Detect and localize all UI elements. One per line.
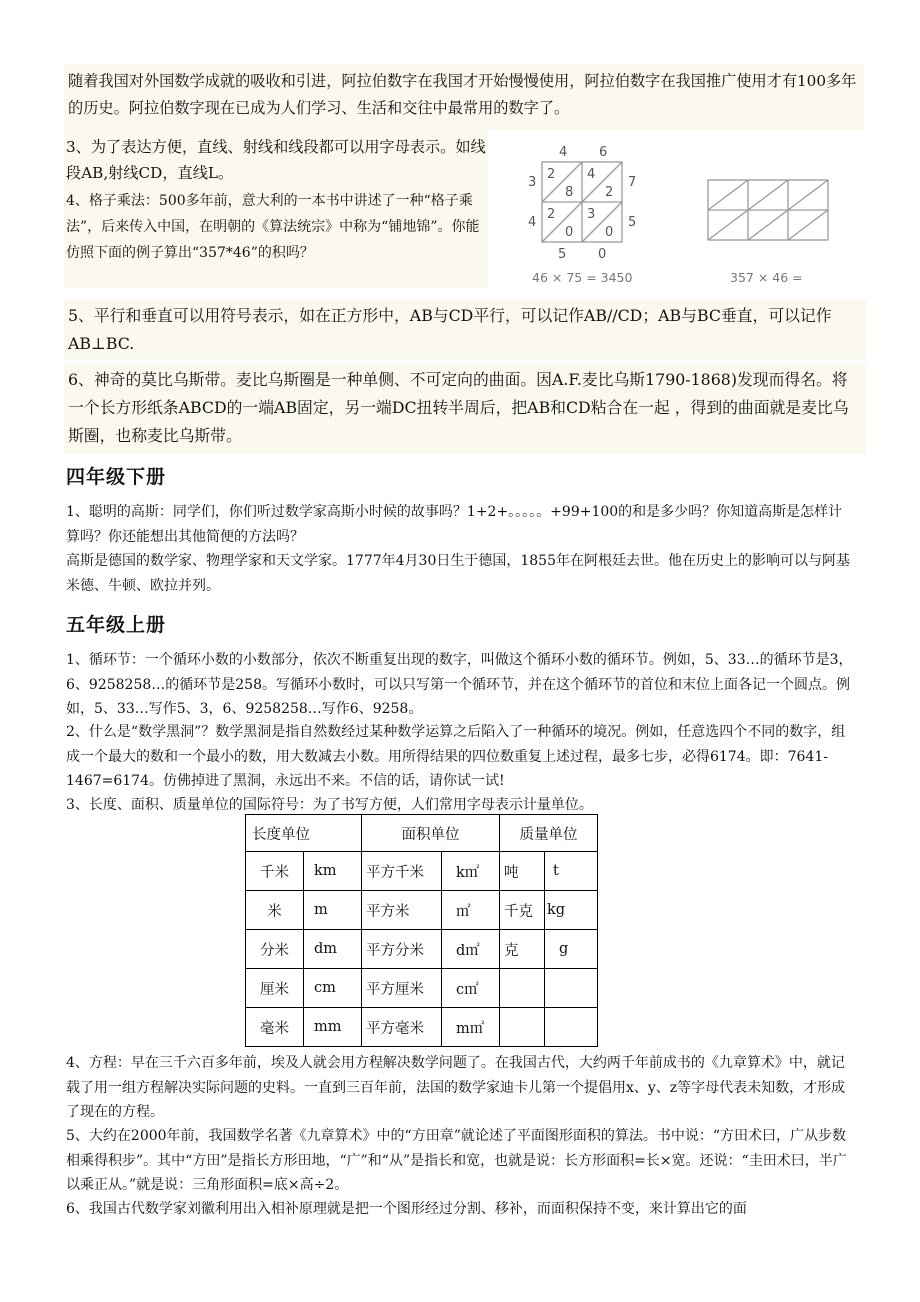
- area-unit-symbol: k㎡: [442, 852, 500, 891]
- table-row: [246, 852, 598, 891]
- table-row: [246, 891, 598, 930]
- item-3-letters-notation: 3、为了表达方便，直线、射线和线段都可以用字母表示。如线段AB,射线CD，直线L。: [66, 138, 486, 182]
- mass-unit-symbol: [545, 1008, 598, 1047]
- section-heading-grade4-vol2: 四年级下册: [66, 466, 167, 488]
- item-6-mobius-strip: 6、神奇的莫比乌斯带。麦比乌斯圈是一种单侧、不可定向的曲面。因A.F.麦比乌斯1790-1868)发现而得名。将一个长方形纸条ABCD的一端AB固定，另一端DC扭转半周后，把AB和CD粘合在一起 ，得到的曲面就是麦比乌斯圈，也称麦比乌斯带。: [64, 364, 866, 454]
- exercise-lattice-grid: [708, 180, 828, 240]
- mass-unit-name: 克: [500, 930, 545, 969]
- lattice-multiplication-figure: [520, 140, 856, 290]
- example-bottom-digit: 5: [558, 247, 567, 262]
- units-table-header-row: [246, 815, 598, 852]
- area-formula-history-item: 5、大约在2000年前，我国数学名著《九章算术》中的“方田章”就论述了平面图形面积的算法。书中说：“方田术曰，广从步数相乘得积步”。其中“方田”是指长方形田地，“广”和“从”是指长和宽，也就是说：长方形面积=长×宽。还说：“圭田术曰，半广以乘正从。”就是说：三角形面积=底×高÷2。: [66, 1128, 847, 1193]
- mass-unit-symbol: g: [545, 930, 598, 969]
- mass-unit-symbol: [545, 969, 598, 1008]
- length-unit-symbol: mm: [304, 1008, 362, 1047]
- length-unit-symbol: dm: [304, 930, 362, 969]
- area-unit-symbol: ㎡: [442, 891, 500, 930]
- area-unit-name: 平方厘米: [362, 969, 442, 1008]
- example-left-digit: 3: [528, 175, 537, 190]
- section-heading-grade5-vol1: 五年级上册: [66, 614, 167, 636]
- header-length: 长度单位: [246, 815, 362, 852]
- gauss-biography: 高斯是德国的数学家、物理学家和天文学家。1777年4月30日生于德国，1855年在阿根廷去世。他在历史上的影响可以与阿基米德、牛顿、欧拉并列。: [66, 553, 850, 594]
- example-cell-digit: 3: [587, 207, 596, 222]
- mass-unit-symbol: kg: [545, 891, 598, 930]
- example-top-digit: 6: [599, 145, 608, 160]
- mass-unit-name: 千克: [500, 891, 545, 930]
- example-cell-digit: 0: [565, 225, 574, 240]
- example-top-digit: 4: [559, 145, 568, 160]
- example-right-digit: 5: [628, 215, 637, 230]
- mass-unit-name: 吨: [500, 852, 545, 891]
- table-row: [246, 1008, 598, 1047]
- liu-hui-principle-item: 6、我国古代数学家刘徽利用出入相补原理就是把一个图形经过分割、移补，而面积保持不变，来计算出它的面: [66, 1201, 747, 1217]
- example-right-digit: 7: [628, 175, 637, 190]
- mass-unit-symbol: t: [545, 852, 598, 891]
- area-unit-name: 平方千米: [362, 852, 442, 891]
- area-unit-symbol: c㎡: [442, 969, 500, 1008]
- area-unit-name: 平方米: [362, 891, 442, 930]
- intro-paragraph: 随着我国对外国数学成就的吸收和引进，阿拉伯数字在我国才开始慢慢使用，阿拉伯数字在我国推广使用才有100多年的历史。阿拉伯数字现在已成为人们学习、生活和交往中最常用的数字了。: [64, 64, 864, 130]
- area-unit-symbol: d㎡: [442, 930, 500, 969]
- length-unit-name: 分米: [246, 930, 304, 969]
- repeating-decimal-item: 1、循环节：一个循环小数的小数部分，依次不断重复出现的数字，叫做这个循环小数的循环节。例如，5、33…的循环节是3， 6、9258258…的循环节是258。写循环小数时，可以只写第一个循环节，并在这个循环节的首位和末位上面各记一个圆点。例如，5、33…写作5、3，6、9258258…写作6、9258。: [66, 652, 853, 717]
- units-table: [245, 814, 598, 1047]
- length-unit-name: 厘米: [246, 969, 304, 1008]
- example-bottom-digit: 0: [598, 247, 607, 262]
- mass-unit-name: [500, 1008, 545, 1047]
- example-cell-digit: 0: [605, 225, 614, 240]
- example-cell-digit: 2: [547, 207, 556, 222]
- example-cell-digit: 4: [587, 167, 596, 182]
- area-unit-name: 平方分米: [362, 930, 442, 969]
- example-cell-digit: 2: [605, 185, 614, 200]
- length-unit-symbol: m: [304, 891, 362, 930]
- unit-symbols-item: 3、长度、面积、质量单位的国际符号：为了书写方便，人们常用字母表示计量单位。: [66, 797, 593, 813]
- item-4-lattice-multiplication: 4、格子乘法：500多年前，意大利的一本书中讲述了一种“格子乘法”，后来传入中国，在明朝的《算法统宗》中称为“铺地锦”。你能仿照下面的例子算出“357*46”的积吗？: [66, 193, 480, 261]
- length-unit-name: 米: [246, 891, 304, 930]
- table-row: [246, 969, 598, 1008]
- example-cell-digit: 2: [547, 167, 556, 182]
- length-unit-symbol: cm: [304, 969, 362, 1008]
- example-cell-digit: 8: [565, 185, 574, 200]
- length-unit-symbol: km: [304, 852, 362, 891]
- length-unit-name: 毫米: [246, 1008, 304, 1047]
- header-mass: 质量单位: [500, 815, 598, 852]
- math-black-hole-item: 2、什么是“数学黑洞”？数学黑洞是指自然数经过某种数学运算之后陷入了一种循环的境况。例如，任意选四个不同的数字，组成一个最大的数和一个最小的数，用大数减去小数。用所得结果的四位数重复上述过程，最多七步，必得6174。即：7641-1467=6174。仿佛掉进了黑洞，永远出不来。不信的话，请你试一试!: [66, 724, 846, 789]
- gauss-question: 1、聪明的高斯：同学们，你们听过数学家高斯小时候的故事吗？1+2+。。。。。+99+100的和是多少吗？你知道高斯是怎样计算吗？你还能想出其他简便的方法吗？: [66, 504, 843, 545]
- area-unit-symbol: m㎡: [442, 1008, 500, 1047]
- header-area: 面积单位: [362, 815, 500, 852]
- item-5-parallel-perpendicular: 5、平行和垂直可以用符号表示，如在正方形中，AB与CD平行，可以记作AB//CD；AB与BC垂直，可以记作AB⊥BC.: [64, 300, 866, 360]
- exercise-caption: 357 × 46 =: [730, 270, 803, 285]
- mass-unit-name: [500, 969, 545, 1008]
- example-left-digit: 4: [528, 215, 537, 230]
- table-row: [246, 930, 598, 969]
- example-caption: 46 × 75 = 3450: [532, 270, 633, 285]
- equation-history-item: 4、方程：早在三千六百多年前，埃及人就会用方程解决数学问题了。在我国古代，大约两千年前成书的《九章算术》中，就记载了用一组方程解决实际问题的史料。一直到三百年前，法国的数学家迪卡儿第一个提倡用x、y、z等字母代表未知数，才形成了现在的方程。: [66, 1055, 846, 1120]
- area-unit-name: 平方毫米: [362, 1008, 442, 1047]
- length-unit-name: 千米: [246, 852, 304, 891]
